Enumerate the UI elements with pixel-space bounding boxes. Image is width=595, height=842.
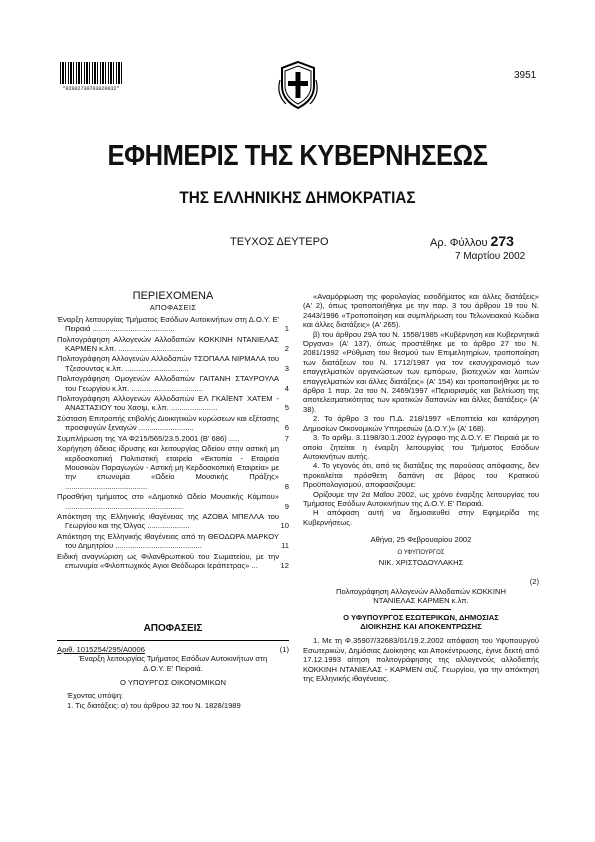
toc-item-page: 9 (284, 501, 289, 511)
toc-item-text: Ειδική αναγνώριση ως Φιλανθρωπικού του Σωματείου, με την επωνυμία «Φιλοπτωχικός Αγιοι Θεόδωροι Ιεράπετρας» ... (57, 551, 279, 570)
toc-item-page: 5 (284, 403, 289, 413)
toc-item-text: Απόκτηση της Ελληνικής ιθαγένειας από τη ΘΕΟΔΩΡΑ ΜΑΡΚΟΥ του Δημητρίου ......................................... (57, 531, 279, 551)
paragraph-2: β) του άρθρου 29Α του Ν. 1558/1985 «Κυβέρνηση και Κυβερνητικά Όργανα» (Α' 137), όπως προστέθηκε με το άρθρο 27 του Ν. 2081/1992 «Ρύθμιση του θεσμού των Επιμελητηρίων, τροποποίηση των διατάξεων του Ν. 1712/1987 για τον εκσυγχρονισμό των επαγγελματιών οργανώσεων των εμπόρων, βιοτεχνών και λοιπών επαγγελματιών και άλλες διατάξεις» (Α' 154) και τροποποιήθηκε με το άρθρο 1 παρ. 2α του Ν. 2469/1997 «Περιορισμός και βελτίωση της αποτελεσματικότητας των κρατικών δαπανών και άλλες διατάξεις» (Α' 38). (303, 329, 539, 414)
toc-item (57, 492, 289, 511)
sheet-label: Αρ. Φύλλου (430, 237, 488, 249)
decision-title: Έναρξη λειτουργίας Τμήματος Εσόδων Αυτοκινήτων στη Δ.Ο.Υ. Ε' Πειραιά. (78, 654, 268, 673)
toc-item (57, 374, 289, 393)
toc-item-page: 6 (284, 423, 289, 433)
paragraph-1: «Αναμόρφωση της φορολογίας εισοδήματος και άλλες διατάξεις» (Α' 2), όπως τροποποιήθηκε με την παρ. 3 του άρθρου 19 του Ν. 2443/1996 «Τροποποίηση και συμπλήρωση του Τελωνειακού Κώδικα και άλλες διατάξεις» (Α' 265). (303, 292, 539, 330)
toc-item-page: 3 (284, 363, 289, 373)
page-number: 3951 (514, 70, 537, 81)
toc-item (57, 335, 289, 354)
paragraph-8: 1. Με τη Φ.35907/32683/01/19.2.2002 απόφαση του Υφυπουργού Εσωτερικών, Δημόσιας Διοίκησης και Αποκέντρωσης, έγινε δεκτή από 17.12.1993 αίτηση πολιτογράφησης της αλλογενούς αλλοδαπής ΚΟΚΚΙΝΗ ΝΤΑΝΙΕΛΑΣ - ΚΑΡΜΕΝ συζ. Γεωργίου, για την απόκτηση της Ελληνικής ιθαγένειας. (303, 636, 539, 684)
toc-item-page: 8 (284, 481, 289, 491)
paragraph-5: 4. Το γεγονός ότι, από τις διατάξεις της παρούσας απόφασης, δεν προκαλείται πρόσθετη δαπάνη σε βάρος του Κρατικού Προϋπολογισμού, αποφασίζουμε: (303, 461, 539, 490)
paragraph-6: Ορίζουμε την 2α Μαΐου 2002, ως χρόνο έναρξης λειτουργίας του Τμήματος Εσόδων Αυτοκινήτων της Δ.Ο.Υ. Ε' Πειραιά. (303, 489, 539, 508)
decision-ref: Αριθ. 1015254/295/Α0006 (57, 644, 145, 654)
paragraph-3: 2. Το άρθρο 3 του Π.Δ. 218/1997 «Εποπτεία και κατάργηση Δημοσίων Οικονομικών Υπηρεσιών (Δ.Ο.Υ.)» (Α' 168). (303, 414, 539, 433)
sheet-number (430, 233, 514, 249)
divider (57, 640, 289, 641)
decision-ref-row (57, 645, 289, 654)
sheet-value: 273 (490, 233, 514, 249)
toc-item (57, 434, 289, 443)
toc-item (57, 512, 289, 531)
barcode-number: *02002730703020032* (62, 86, 120, 92)
having-in-mind: Έχοντας υπόψη: (67, 691, 124, 701)
toc-item-page: 10 (280, 521, 289, 531)
toc-item-page: 12 (280, 560, 289, 570)
decision-title-2: Πολιτογράφηση Αλλογενών Αλλοδαπών ΚΟΚΚΙΝΗ ΝΤΑΝΙΕΛΑΣ ΚΑΡΜΕΝ κ.λπ. (336, 586, 506, 606)
toc-item-text: Έναρξη λειτουργίας Τμήματος Εσόδων Αυτοκινήτων στη Δ.Ο.Υ. Ε' Πειραιά ....................................... (57, 314, 279, 334)
toc-item-page: 1 (284, 324, 289, 334)
toc-item (57, 552, 289, 571)
toc-item-text: Πολιτογράφηση Αλλογενών Αλλοδαπών ΚΟΚΚΙΝΗ ΝΤΑΝΙΕΛΑΣ ΚΑΡΜΕΝ κ.λπ. ............................... (57, 334, 279, 354)
toc-subheading: ΑΠΟΦΑΣΕΙΣ (149, 303, 197, 313)
decision-number-2: (2) (529, 577, 539, 587)
minister-heading-2: Ο ΥΦΥΠΟΥΡΓΟΣ ΕΣΩΤΕΡΙΚΩΝ, ΔΗΜΟΣΙΑΣ ΔΙΟΙΚΗΣΗΣ ΚΑΙ ΑΠΟΚΕΝΤΡΩΣΗΣ (343, 612, 499, 631)
issue-date: 7 Μαρτίου 2002 (455, 251, 526, 262)
gazette-title: ΕΦΗΜΕΡΙΣ ΤΗΣ ΚΥΒΕΡΝΗΣΕΩΣ (107, 140, 488, 172)
toc-item-page: 4 (284, 383, 289, 393)
toc-item-text: Σύσταση Επιτροπής ετιβολής Διοικητικών κυρώσεων και εξέτασης προσφυγών ξεναγών .......................... (57, 413, 279, 433)
toc-item (57, 315, 289, 334)
paragraph-7: Η απόφαση αυτή να δημοσιευθεί στην Εφημερίδα της Κυβερνήσεως. (303, 508, 539, 527)
coat-of-arms-icon (278, 60, 318, 110)
toc-item-page: 11 (281, 541, 289, 551)
deputy-minister-label: Ο ΥΦΥΠΟΥΡΓΟΣ (397, 549, 445, 556)
decision-number: (1) (279, 644, 289, 654)
barcode (60, 62, 122, 84)
toc-item-text: Συμπλήρωση της ΥΑ Φ215/565/23.5.2001 (Β' 686) ..... (57, 433, 240, 443)
divider-2 (391, 609, 451, 610)
decisions-heading: ΑΠΟΦΑΣΕΙΣ (143, 623, 203, 635)
gazette-subtitle: ΤΗΣ ΕΛΛΗΝΙΚΗΣ ΔΗΜΟΚΡΑΤΙΑΣ (179, 188, 416, 207)
toc-heading: ΠΕΡΙΕΧΟΜΕΝΑ (132, 290, 214, 302)
issue-label: ΤΕΥΧΟΣ ΔΕΥΤΕΡΟ (230, 236, 329, 248)
toc-item (57, 532, 289, 551)
minister-heading: Ο ΥΠΟΥΡΓΟΣ ΟΙΚΟΝΟΜΙΚΩΝ (120, 678, 226, 687)
paragraph-4: 3. Το αριθμ. 3.1198/30.1.2002 έγγραφο της Δ.Ο.Υ. Ε' Πειραιά με το οποίο ζητείται η έναρξη λειτουργίας του Τμήματος Εσόδων Αυτοκινήτων αυτής. (303, 433, 539, 461)
toc-list (57, 315, 289, 571)
right-column (303, 292, 539, 683)
toc-item-page: 7 (284, 433, 289, 443)
provision-1: 1. Τις διατάξεις: α) του άρθρου 32 του Ν. 1828/1989 (67, 700, 241, 710)
toc-item-text: Πολιτογράφηση Ομογενών Αλλοδαπών ΓΑΙΤΑΝΗ ΣΤΑΥΡΟΥΛΑ του Γεωργίου κ.λπ. .................................. (57, 374, 279, 393)
toc-item (57, 444, 289, 491)
signer-name: ΝΙΚ. ΧΡΙΣΤΟΔΟΥΛΑΚΗΣ (378, 557, 464, 567)
toc-item (57, 394, 289, 413)
toc-item-text: Πολιτογράφηση Αλλογενών Αλλοδαπών ΤΣΟΠΑΛΑ ΝΙΡΜΑΛΑ του Τζεσουντας κ.λπ. .............................. (57, 354, 279, 373)
left-column (57, 292, 289, 710)
toc-item-text: Απόκτηση της Ελληνικής ιθαγένειας της ΑΖΟΒΑ ΜΠΕΛΛΑ του Γεωργίου και της Όλγας .................... (57, 511, 279, 531)
toc-item-page: 2 (284, 344, 289, 354)
toc-item-text: Πολιτογράφηση Αλλογενών Αλλοδαπών ΕΛ ΓΚΑΪΕΝΤ ΧΑΤΕΜ - ΑΝΑΣΤΑΣΙΟΥ του Χασιμ, κ.λπ. ...................... (57, 394, 279, 413)
toc-item (57, 354, 289, 373)
toc-item-text: Χορήγηση άδειας ίδρυσης και λειτουργίας Ωδείου στην αστική μη κερδοσκοπική Πολιτιστική εταιρεία «Εκτοπία - Εταιρεία Μουσικών Παραγωγών - Αστική μη Κερδοσκοπική Εταιρεία» με την επωνυμία «Ωδείο Μουσικής Πράξης» ....................................... (57, 444, 279, 491)
place-date: Αθήνα, 25 Φεβρουαρίου 2002 (370, 535, 472, 545)
toc-item-text: Προσθήκη τμήματος στο «Δημοτικό Ωδείο Μουσικής Κάμπου» ........................................................ (57, 492, 279, 511)
toc-item (57, 414, 289, 433)
